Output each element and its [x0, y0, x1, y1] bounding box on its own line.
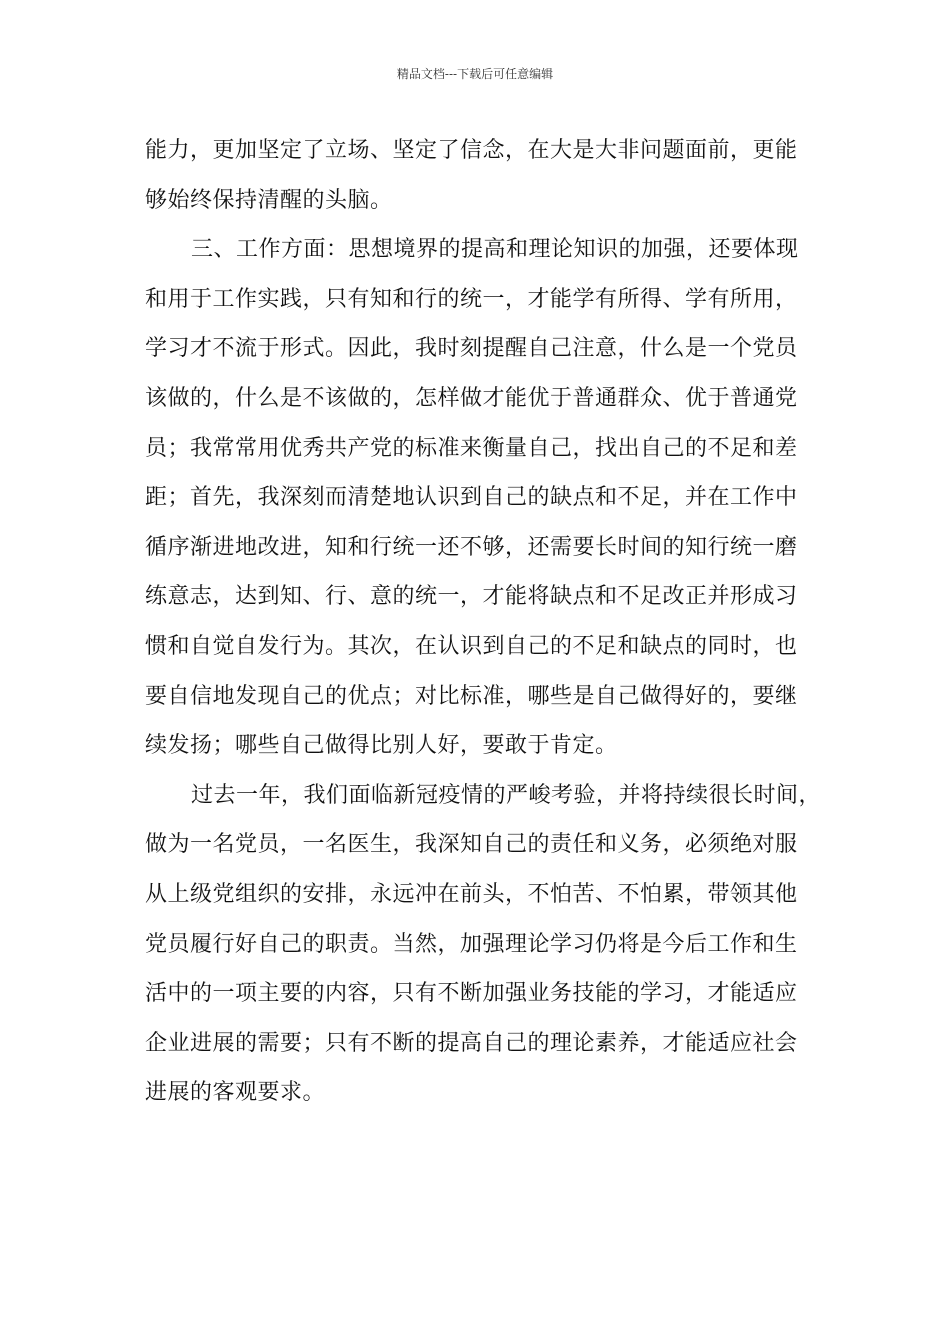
- page-header: 精品文档---下载后可任意编辑: [396, 67, 554, 81]
- text-line: 够始终保持清醒的头脑。: [145, 187, 393, 213]
- text-line: 过去一年，我们面临新冠疫情的严峻考验，并将持续很长时间，: [191, 782, 822, 808]
- text-line: 该做的，什么是不该做的，怎样做才能优于普通群众、优于普通党: [145, 385, 798, 411]
- text-line: 能力，更加坚定了立场、坚定了信念，在大是大非问题面前，更能: [145, 138, 798, 163]
- paragraph-1: [145, 126, 805, 225]
- text-line: 要自信地发现自己的优点；对比标准，哪些是自己做得好的，要继: [145, 683, 798, 709]
- text-line: 进展的客观要求。: [145, 1080, 326, 1106]
- text-line: 党员履行好自己的职责。当然，加强理论学习仍将是今后工作和生: [145, 931, 798, 957]
- text-line: 员；我常常用优秀共产党的标准来衡量自己，找出自己的不足和差: [145, 435, 798, 461]
- text-line: 企业进展的需要；只有不断的提高自己的理论素养，才能适应社会: [145, 1030, 798, 1056]
- document-body: [145, 126, 822, 1118]
- text-line: 从上级党组织的安排，永远冲在前头，不怕苦、不怕累，带领其他: [145, 881, 798, 907]
- text-line: 练意志，达到知、行、意的统一，才能将缺点和不足改正并形成习: [145, 584, 798, 610]
- paragraph-2: [145, 225, 805, 771]
- paragraph-3: [145, 771, 822, 1118]
- text-line: 活中的一项主要的内容，只有不断加强业务技能的学习，才能适应: [145, 981, 798, 1007]
- text-line: 学习才不流于形式。因此，我时刻提醒自己注意，什么是一个党员: [145, 336, 798, 362]
- text-line: 三、工作方面：思想境界的提高和理论知识的加强，还要体现: [191, 237, 799, 263]
- text-line: 惯和自觉自发行为。其次，在认识到自己的不足和缺点的同时，也: [145, 633, 798, 659]
- text-line: 距；首先，我深刻而清楚地认识到自己的缺点和不足，并在工作中: [145, 485, 798, 511]
- text-line: 做为一名党员，一名医生，我深知自己的责任和义务，必须绝对服: [145, 832, 798, 858]
- text-line: 和用于工作实践，只有知和行的统一，才能学有所得、学有所用，: [145, 286, 798, 312]
- text-line: 循序渐进地改进，知和行统一还不够，还需要长时间的知行统一磨: [145, 534, 798, 560]
- text-line: 续发扬；哪些自己做得比别人好，要敢于肯定。: [145, 733, 618, 759]
